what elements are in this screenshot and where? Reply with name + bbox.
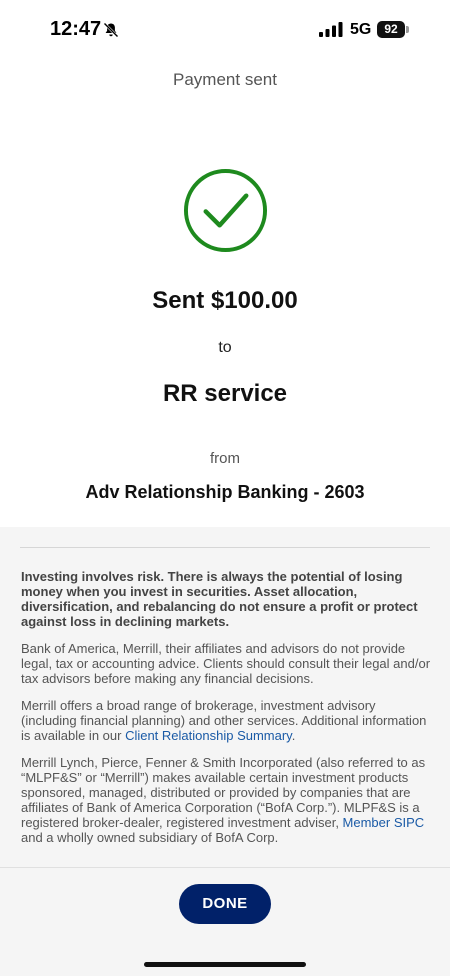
status-time: 12:47 [50,18,102,40]
check-circle-icon [183,168,268,253]
done-button[interactable]: DONE [179,884,271,924]
divider [20,547,430,548]
from-account: Adv Relationship Banking - 2603 [85,482,365,502]
to-label: to [218,339,232,356]
battery-icon [377,21,409,38]
footer-divider [0,867,450,868]
services-text: Merrill offers a broad range of brokerage, investment advisory (including financial planning) and other services. Additional information is available in our [21,698,427,743]
mlpfs-suffix: and a wholly owned subsidiary of BofA Corp. [21,830,279,845]
client-relationship-summary-link[interactable]: Client Relationship Summary [125,728,292,743]
mlpfs-text: Merrill Lynch, Pierce, Fenner & Smith Incorporated (also referred to as “MLPF&S” or “Merrill”) makes available certain investment products sponsored, managed, distributed or provided by companies that are affiliates of Bank of America Corporation (“BofA Corp.”). MLPF&S is a registered broker-dealer, registered investment adviser, [21,755,426,830]
recipient-name: RR service [162,380,288,407]
page-title: Payment sent [173,70,277,89]
investing-risk-disclosure: Investing involves risk. There is always the potential of losing money when you invest in securities. Asset allocation, diversification, and rebalancing do not ensure a profit or protect against loss in declining markets. [21,569,418,629]
sent-amount: Sent $100.00 [152,287,298,314]
status-bar [0,0,450,60]
battery-cap [406,26,409,33]
bell-slash-icon [103,22,119,38]
network-label: 5G [350,21,372,38]
signal-icon [319,22,343,37]
disclosures [21,569,431,857]
mlpfs-disclosure [21,755,431,845]
home-indicator[interactable] [144,962,306,967]
services-disclosure [21,698,431,743]
battery-level: 92 [377,21,405,38]
services-suffix: . [291,728,296,743]
from-label: from [210,450,240,467]
member-sipc-link[interactable]: Member SIPC [342,815,425,830]
advice-disclosure: Bank of America, Merrill, their affiliates and advisors do not provide legal, tax or accounting advice. Clients should consult their legal and/or tax advisors before making any financial decisions. [21,641,431,686]
